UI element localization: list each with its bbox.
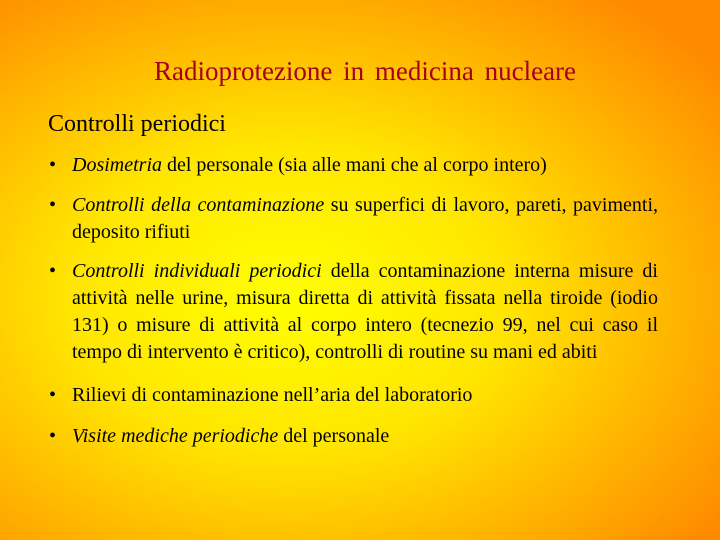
bullet-icon: • [49, 384, 57, 406]
bullet-item [46, 382, 658, 409]
bullet-text: del personale (sia alle mani che al corpo intero) [162, 154, 547, 176]
bullet-emphasis: Controlli individuali periodici [72, 260, 322, 282]
bullet-emphasis: Controlli della contaminazione [72, 194, 325, 216]
bullet-icon: • [49, 260, 57, 282]
bullet-emphasis: Dosimetria [72, 154, 162, 176]
bullet-text: del personale [278, 425, 390, 447]
bullet-list [46, 152, 658, 450]
bullet-icon: • [49, 154, 57, 176]
bullet-item [46, 152, 658, 179]
bullet-text: Rilievi di contaminazione nell’aria del laboratorio [72, 384, 473, 406]
slide-title: Radioprotezione in medicina nucleare [153, 56, 577, 86]
bullet-item [46, 258, 658, 366]
bullet-text: della contaminazione interna misure di attività nelle urine, misura diretta di attività fissata nella tiroide (iodio 131) o misure di attività al corpo intero (tecnezio 99, nel cui caso il tempo di intervento è critico), controlli di routine su mani ed abiti [72, 260, 658, 363]
bullet-emphasis: Visite mediche periodiche [72, 425, 279, 447]
bullet-icon: • [49, 194, 57, 216]
bullet-icon: • [49, 425, 57, 447]
bullet-item [46, 423, 658, 450]
bullet-text: su superfici di lavoro, pareti, pavimenti, deposito rifiuti [72, 194, 659, 243]
slide-subtitle: Controlli periodici [48, 111, 226, 137]
bullet-item [46, 192, 658, 246]
